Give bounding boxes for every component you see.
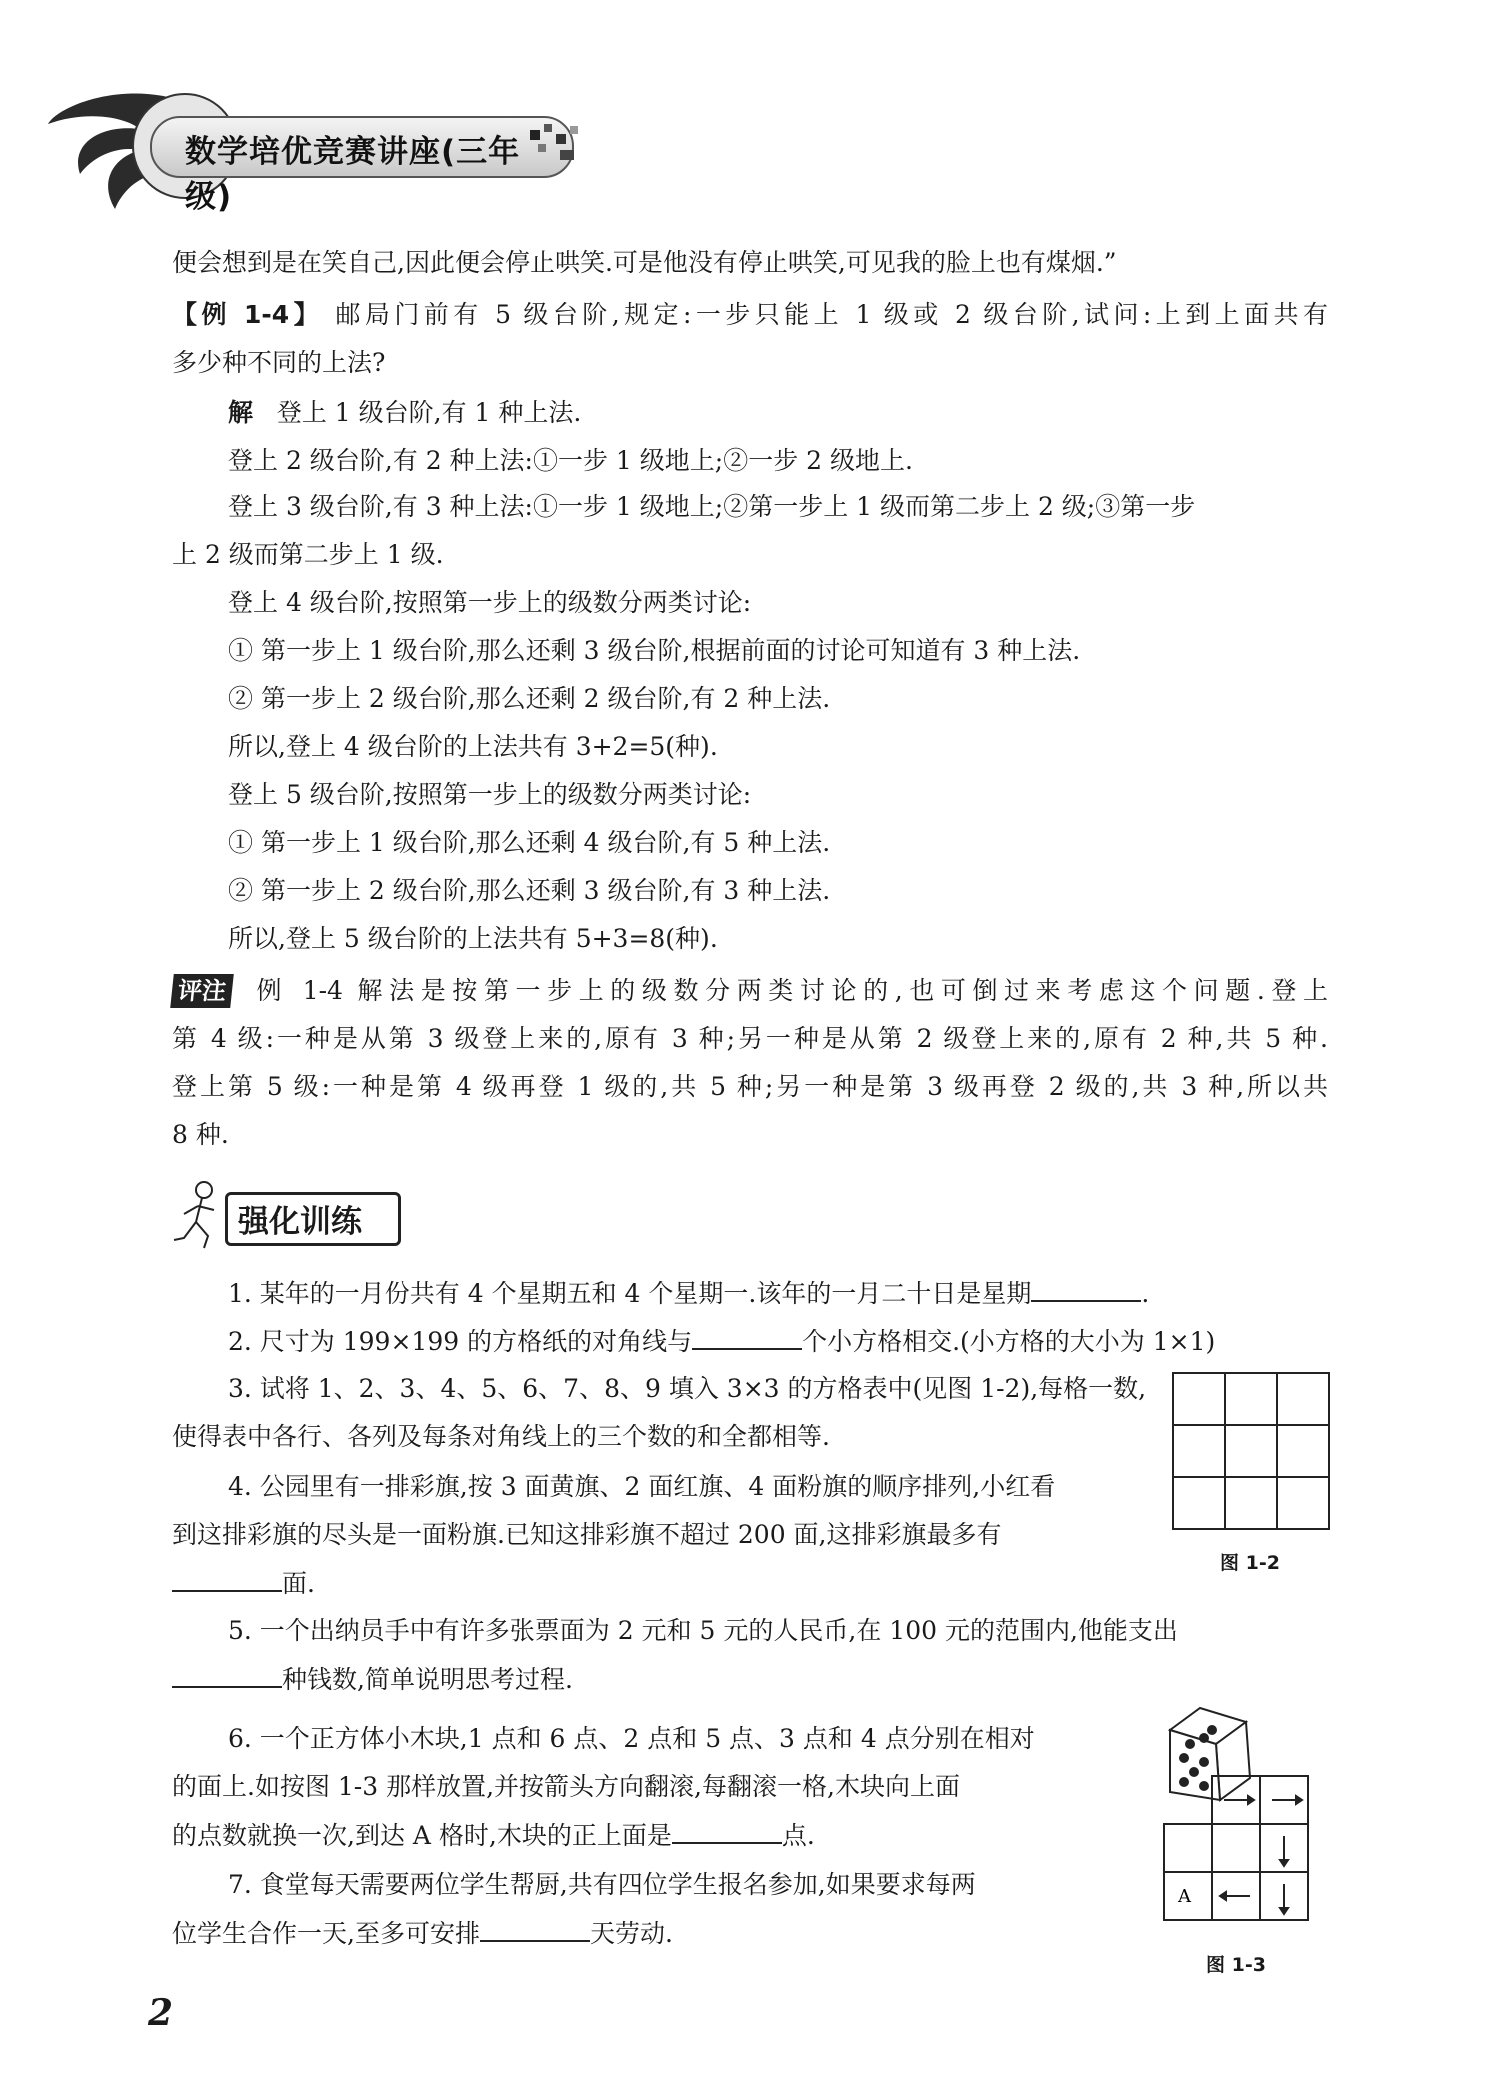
solution-line-4b: ② 第一步上 2 级台阶,那么还剩 2 级台阶,有 2 种上法. — [228, 684, 831, 713]
exercise-4-end — [172, 1566, 315, 1601]
figure-1-3-caption: 图 1-3 — [1206, 1954, 1266, 1976]
solution-line-2: 登上 2 级台阶,有 2 种上法:①一步 1 级地上;②一步 2 级地上. — [228, 446, 913, 475]
note-text: 例 1-4 解法是按第一步上的级数分两类讨论的,也可倒过来考虑这个问题.登上 — [242, 976, 1328, 1005]
exercise-4-cont: 到这排彩旗的尽头是一面粉旗.已知这排彩旗不超过 200 面,这排彩旗最多有 — [172, 1520, 1002, 1549]
exercise-1 — [228, 1276, 1149, 1311]
solution-line-5b: ② 第一步上 2 级台阶,那么还剩 3 级台阶,有 3 种上法. — [228, 876, 831, 905]
exercise-7-tail: 天劳动. — [589, 1919, 673, 1948]
die-icon — [1170, 1708, 1250, 1800]
answer-blank[interactable] — [172, 1566, 282, 1592]
solution-line-4: 登上 4 级台阶,按照第一步上的级数分两类讨论: — [228, 588, 752, 617]
answer-blank[interactable] — [172, 1662, 282, 1688]
example-heading — [172, 298, 1328, 332]
exercise-6-end — [172, 1818, 815, 1853]
solution-line-4c: 所以,登上 4 级台阶的上法共有 3+2=5(种). — [228, 732, 718, 761]
exercise-5-tail: 种钱数,简单说明思考过程. — [282, 1665, 573, 1694]
figure-1-3-diagram — [1140, 1700, 1340, 1944]
example-label: 【例 1-4】 — [172, 300, 324, 329]
exercise-6-text: 的点数就换一次,到达 A 格时,木块的正上面是 — [172, 1821, 672, 1850]
exercise-3: 3. 试将 1、2、3、4、5、6、7、8、9 填入 3×3 的方格表中(见图 1-2),每格一数, — [228, 1374, 1147, 1403]
answer-blank[interactable] — [480, 1916, 590, 1942]
exercise-4: 4. 公园里有一排彩旗,按 3 面黄旗、2 面红旗、4 面粉旗的顺序排列,小红看 — [228, 1472, 1056, 1501]
exercise-2-end: 个小方格相交.(小方格的大小为 1×1) — [802, 1327, 1216, 1356]
solution-line-5c: 所以,登上 5 级台阶的上法共有 5+3=8(种). — [228, 924, 718, 953]
cell-label-a: A — [1178, 1886, 1191, 1907]
exercise-3-cont: 使得表中各行、各列及每条对角线上的三个数的和全都相等. — [172, 1422, 830, 1451]
exercise-1-end: . — [1141, 1279, 1150, 1308]
note-line-4: 8 种. — [172, 1120, 229, 1149]
pixel-decoration — [530, 124, 590, 164]
exercise-1-text: 1. 某年的一月份共有 4 个星期五和 4 个星期一.该年的一月二十日是星期 — [228, 1279, 1032, 1308]
solution-line-4a: ① 第一步上 1 级台阶,那么还剩 3 级台阶,根据前面的讨论可知道有 3 种上法. — [228, 636, 1081, 665]
exercise-5-cont — [172, 1662, 573, 1697]
exercise-2-text: 2. 尺寸为 199×199 的方格纸的对角线与 — [228, 1327, 693, 1356]
solution-line-3: 登上 3 级台阶,有 3 种上法:①一步 1 级地上;②第一步上 1 级而第二步上 2 级;③第一步 — [228, 492, 1196, 521]
exercise-5: 5. 一个出纳员手中有许多张票面为 2 元和 5 元的人民币,在 100 元的范围内,他能支出 — [228, 1616, 1178, 1645]
exercise-6: 6. 一个正方体小木块,1 点和 6 点、2 点和 5 点、3 点和 4 点分别在相对 — [228, 1724, 1035, 1753]
example-text: 邮局门前有 5 级台阶,规定:一步只能上 1 级或 2 级台阶,试问:上到上面共有 — [323, 300, 1328, 329]
figure-1-2-caption: 图 1-2 — [1220, 1552, 1280, 1574]
solution-line-5: 登上 5 级台阶,按照第一步上的级数分两类讨论: — [228, 780, 752, 809]
solution-line-1 — [228, 396, 581, 430]
note-line-1 — [172, 974, 1328, 1008]
exercise-7-cont — [172, 1916, 673, 1951]
exercise-7: 7. 食堂每天需要两位学生帮厨,共有四位学生报名参加,如果要求每两 — [228, 1870, 976, 1899]
answer-blank[interactable] — [692, 1324, 802, 1350]
note-label: 评注 — [170, 974, 234, 1008]
section-heading — [170, 1180, 410, 1250]
solution-text: 登上 1 级台阶,有 1 种上法. — [276, 398, 582, 427]
answer-blank[interactable] — [672, 1818, 782, 1844]
note-line-2: 第 4 级:一种是从第 3 级登上来的,原有 3 种;另一种是从第 2 级登上来的,原有 2 种,共 5 种. — [172, 1024, 1328, 1053]
exercise-2 — [228, 1324, 1215, 1359]
figure-1-2-grid — [1172, 1372, 1332, 1534]
exercise-4-tail: 面. — [282, 1569, 315, 1598]
exercise-7-text: 位学生合作一天,至多可安排 — [172, 1919, 480, 1948]
section-title: 强化训练 — [238, 1204, 362, 1240]
solution-label: 解 — [228, 398, 254, 427]
answer-blank[interactable] — [1031, 1276, 1141, 1302]
running-header — [40, 84, 560, 214]
exercise-6-cont: 的面上.如按图 1-3 那样放置,并按箭头方向翻滚,每翻滚一格,木块向上面 — [172, 1772, 960, 1801]
solution-line-5a: ① 第一步上 1 级台阶,那么还剩 4 级台阶,有 5 种上法. — [228, 828, 831, 857]
exercise-6-tail: 点. — [781, 1821, 815, 1850]
book-title: 数学培优竞赛讲座(三年级) — [185, 134, 521, 215]
example-text-cont: 多少种不同的上法? — [172, 348, 386, 377]
paragraph-continuation: 便会想到是在笑自己,因此便会停止哄笑.可是他没有停止哄笑,可见我的脸上也有煤烟.” — [172, 248, 1117, 277]
page-number: 2 — [148, 1992, 174, 2034]
solution-line-3-cont: 上 2 级而第二步上 1 级. — [172, 540, 444, 569]
note-line-3: 登上第 5 级:一种是第 4 级再登 1 级的,共 5 种;另一种是第 3 级再登 2 级的,共 3 种,所以共 — [172, 1072, 1328, 1101]
